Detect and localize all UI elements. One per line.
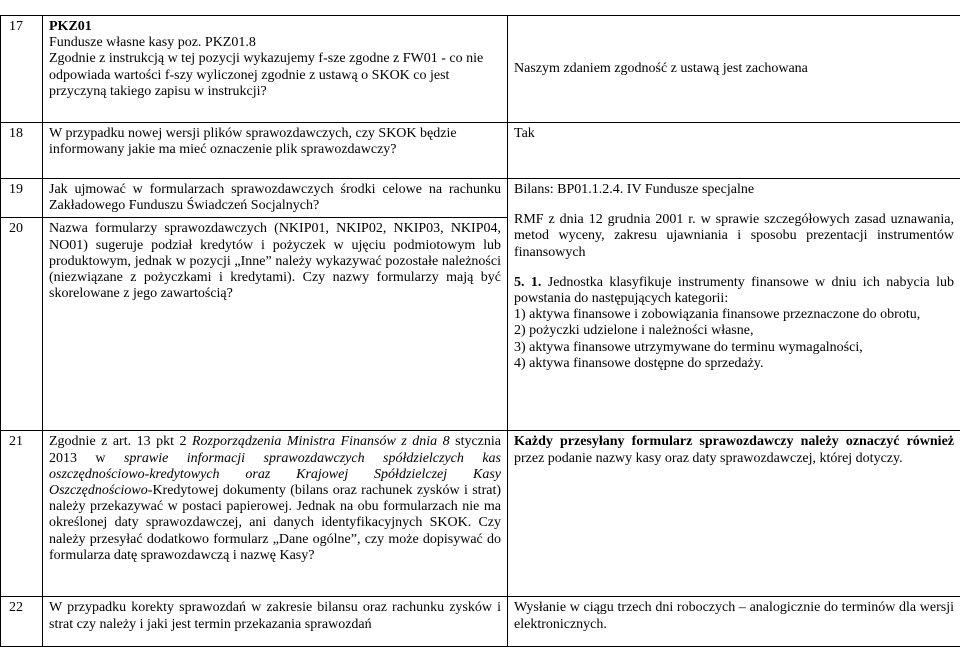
regulation-subject: sprawie informacji sprawozdawczych spółdzielczych kas oszczędnościowo-kredytowych oraz Krajowej Spółdzielczej Kasy Oszczędnościowo — [49, 451, 501, 498]
answer-emphasis: Każdy przesyłany formularz sprawozdawczy należy oznaczyć również — [514, 434, 954, 449]
row-number: 20 — [1, 218, 43, 431]
faq-table — [0, 15, 960, 647]
answer-cell — [508, 16, 960, 123]
answer-cell — [508, 123, 960, 179]
question-cell — [43, 123, 508, 179]
question-part: -Kredytowej dokumenty (bilans oraz rachunek zysków i strat) należy przekazywać w postaci papierowej. Jednak na obu formularzach nie ma określonej daty sprawozdawczej, ani danych identyfikacyjnych SKOK. Czy należy przesyłać dodatkowo formularz „Dane ogólne”, czy może dopisywać do formularza datę sprawozdawczą i nazwę Kasy? — [49, 483, 501, 563]
answer-paragraph — [514, 275, 954, 307]
question-line: Zgodnie z instrukcją w tej pozycji wykazujemy f-sze zgodne z FW01 - co nie odpowiada wartości f-szy wyliczonej zgodnie z ustawą o SKOK co jest przyczyną takiego zapisu w instrukcji? — [49, 51, 501, 100]
answer-cell — [508, 179, 960, 431]
list-item: 2) pożyczki udzielone i należności własne, — [514, 323, 954, 339]
question-text: Jak ujmować w formularzach sprawozdawczych środki celowe na rachunku Zakładowego Funduszu Świadczeń Socjalnych? — [49, 182, 501, 214]
question-cell — [43, 431, 508, 597]
row-number: 19 — [1, 179, 43, 218]
answer-text — [514, 434, 954, 466]
table-row — [1, 123, 960, 179]
question-text: W przypadku korekty sprawozdań w zakresie bilansu oraz rachunku zysków i strat czy należy i jaki jest termin przekazania sprawozdań — [49, 600, 501, 632]
list-item: 3) aktywa finansowe utrzymywane do terminu wymagalności, — [514, 340, 954, 356]
question-text: Nazwa formularzy sprawozdawczych (NKIP01, NKIP02, NKIP03, NKIP04, NO01) sugeruje podział kredytów i pożyczek w ujęciu podmiotowym lub produktowym, jednak w pozycji „Inne” należy wykazywać pozostałe należności (niezwiązane z pożyczkami i kredytami). Czy nazwy formularzy mają być skorelowane z jego zawartością? — [49, 221, 501, 302]
row-number: 18 — [1, 123, 43, 179]
question-part: stycznia 2013 w — [49, 434, 501, 465]
answer-cell — [508, 597, 960, 647]
row-number: 22 — [1, 597, 43, 647]
answer-regulation: RMF z dnia 12 grudnia 2001 r. w sprawie szczegółowych zasad uznawania, metod wyceny, zakresu ujawniania i sposobu prezentacji instrumentów finansowych — [514, 212, 954, 261]
row-number: 17 — [1, 16, 43, 123]
row-number: 21 — [1, 431, 43, 597]
answer-cell — [508, 431, 960, 597]
question-text: W przypadku nowej wersji plików sprawozdawczych, czy SKOK będzie informowany jakie ma mieć oznaczenie plik sprawozdawczy? — [49, 126, 501, 158]
table-row — [1, 16, 960, 123]
answer-text: Wysłanie w ciągu trzech dni roboczych – analogicznie do terminów dla wersji elektronicznych. — [514, 600, 954, 632]
question-cell — [43, 16, 508, 123]
regulation-title: Rozporządzenia Ministra Finansów z dnia 8 — [192, 434, 450, 449]
question-title: PKZ01 — [49, 19, 501, 35]
paragraph-number: 5. 1. — [514, 275, 541, 290]
answer-text: Tak — [514, 126, 954, 142]
table-row — [1, 431, 960, 597]
question-cell — [43, 218, 508, 431]
paragraph-text: Jednostka klasyfikuje instrumenty finansowe w dniu ich nabycia lub powstania do następujących kategorii: — [514, 275, 954, 306]
answer-text: Naszym zdaniem zgodność z ustawą jest zachowana — [514, 61, 954, 77]
answer-text: Bilans: BP01.1.2.4. IV Fundusze specjalne — [514, 182, 954, 198]
list-item: 1) aktywa finansowe i zobowiązania finansowe przeznaczone do obrotu, — [514, 307, 954, 323]
question-cell — [43, 179, 508, 218]
question-line: Fundusze własne kasy poz. PKZ01.8 — [49, 35, 501, 51]
answer-rest: przez podanie nazwy kasy oraz daty sprawozdawczej, której dotyczy. — [514, 451, 903, 466]
question-part: Zgodnie z art. 13 pkt 2 — [49, 434, 192, 449]
list-item: 4) aktywa finansowe dostępne do sprzedaży. — [514, 356, 954, 372]
question-text — [49, 434, 501, 564]
question-cell — [43, 597, 508, 647]
table-row — [1, 597, 960, 647]
table-row — [1, 179, 960, 218]
